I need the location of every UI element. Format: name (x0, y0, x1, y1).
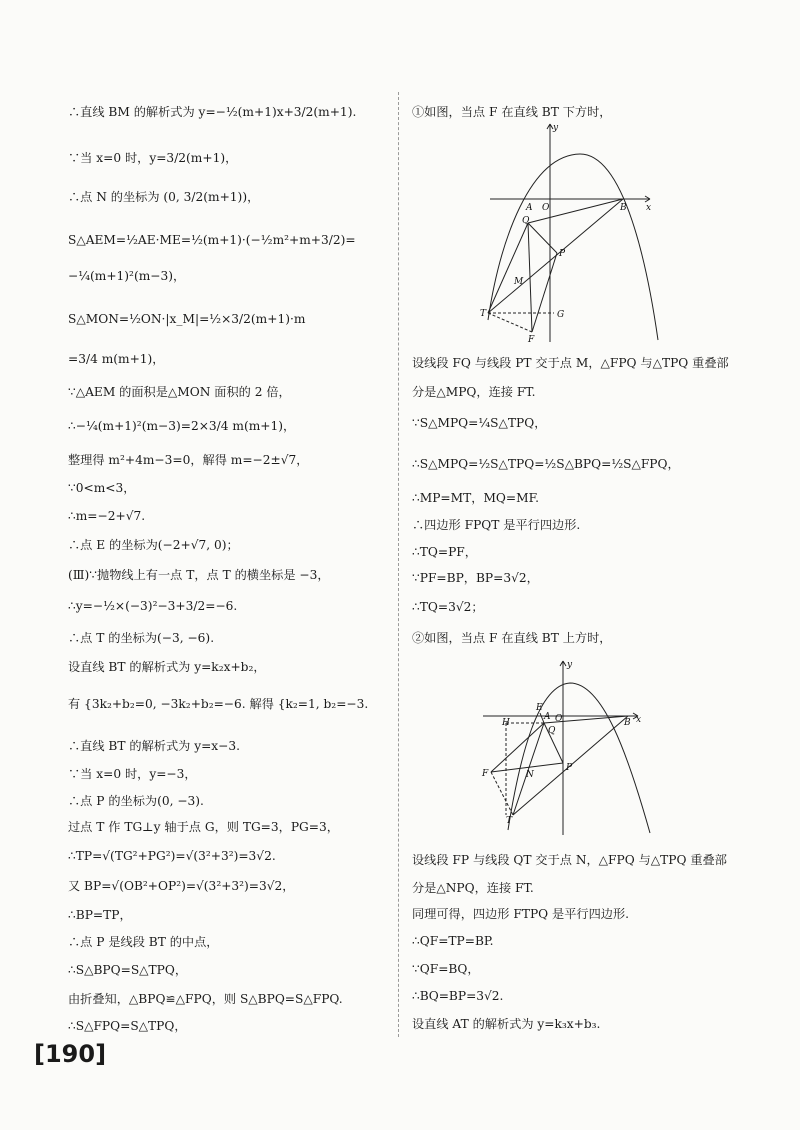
fig1-label-P: P (559, 249, 566, 259)
figure-2-parabola (478, 655, 678, 840)
right-line-1: ①如图，当点 F 在直线 BT 下方时， (412, 105, 612, 119)
fig1-label-G: G (557, 310, 565, 320)
page-number: [190] (34, 1040, 107, 1068)
fig2-label-H: H (502, 718, 510, 728)
right-line-2: 设线段 FQ 与线段 PT 交于点 M，△FPQ 与△TPQ 重叠部 (412, 356, 729, 370)
right-line-8: ∴TQ=PF， (412, 545, 477, 559)
fig2-label-y: y (567, 660, 573, 670)
left-line-22: 过点 T 作 TG⊥y 轴于点 G，则 TG=3，PG=3， (68, 820, 339, 834)
left-line-1: ∴直线 BM 的解析式为 y=−½(m+1)x+3/2(m+1). (68, 105, 357, 119)
left-line-20: ∵当 x=0 时，y=−3， (68, 767, 197, 781)
left-line-6: S△MON=½ON·|x_M|=½×3/2(m+1)·m (68, 312, 306, 326)
left-line-18: 有 {3k₂+b₂=0, −3k₂+b₂=−6. 解得 {k₂=1, b₂=−3. (68, 697, 369, 711)
left-line-7: =3/4 m(m+1)， (68, 352, 165, 366)
left-line-17: 设直线 BT 的解析式为 y=k₂x+b₂， (68, 660, 266, 674)
fig2-label-Q: Q (548, 726, 556, 736)
right-line-12: 设线段 FP 与线段 QT 交于点 N，△FPQ 与△TPQ 重叠部 (412, 853, 727, 867)
left-line-24: 又 BP=√(OB²+OP²)=√(3²+3²)=3√2， (68, 879, 295, 893)
right-line-11: ②如图，当点 F 在直线 BT 上方时， (412, 631, 612, 645)
fig1-label-A: A (526, 203, 533, 213)
fig1-label-T: T (480, 309, 487, 319)
fig2-label-F: F (482, 769, 489, 779)
right-line-5: ∴S△MPQ=½S△TPQ=½S△BPQ=½S△FPQ， (412, 457, 680, 471)
left-line-29: ∴S△FPQ=S△TPQ， (68, 1019, 187, 1033)
left-line-19: ∴直线 BT 的解析式为 y=x−3. (68, 739, 241, 753)
right-line-18: 设直线 AT 的解析式为 y=k₃x+b₃. (412, 1017, 601, 1031)
fig1-label-F: F (528, 335, 535, 345)
fig1-label-M: M (514, 277, 524, 287)
fig2-label-A: A (544, 712, 551, 722)
left-line-8: ∵△AEM 的面积是△MON 面积的 2 倍， (68, 385, 291, 399)
fig1-label-x: x (646, 203, 652, 213)
left-line-25: ∴BP=TP， (68, 908, 132, 922)
fig2-label-P: P (566, 763, 573, 773)
left-line-28: 由折叠知，△BPQ≌△FPQ，则 S△BPQ=S△FPQ. (68, 992, 343, 1006)
left-line-2: ∵当 x=0 时，y=3/2(m+1)， (68, 151, 238, 165)
left-line-3: ∴点 N 的坐标为 (0, 3/2(m+1))， (68, 190, 260, 204)
fig1-label-B: B (620, 203, 627, 213)
left-line-5: −¼(m+1)²(m−3)， (68, 269, 186, 283)
left-line-27: ∴S△BPQ=S△TPQ， (68, 963, 188, 977)
fig2-label-O: O (555, 714, 563, 724)
left-line-16: ∴点 T 的坐标为(−3, −6). (68, 631, 215, 645)
fig2-label-x: x (636, 715, 642, 725)
fig2-label-E: E (536, 703, 543, 713)
left-line-21: ∴点 P 的坐标为(0, −3). (68, 794, 204, 808)
left-line-9: ∴−¼(m+1)²(m−3)=2×3/4 m(m+1)， (68, 419, 296, 433)
left-line-15: ∴y=−½×(−3)²−3+3/2=−6. (68, 599, 238, 613)
right-line-16: ∵QF=BQ， (412, 962, 480, 976)
left-line-4: S△AEM=½AE·ME=½(m+1)·(−½m²+m+3/2)= (68, 233, 356, 247)
fig1-label-O: O (542, 203, 550, 213)
right-line-3: 分是△MPQ，连接 FT. (412, 385, 536, 399)
right-line-6: ∴MP=MT，MQ=MF. (412, 491, 540, 505)
left-line-14: (Ⅲ)∵抛物线上有一点 T，点 T 的横坐标是 −3， (68, 568, 330, 582)
fig2-label-T: T (506, 816, 513, 826)
fig2-label-B: B (624, 718, 631, 728)
right-line-7: ∴四边形 FPQT 是平行四边形. (412, 518, 581, 532)
right-line-10: ∴TQ=3√2； (412, 600, 484, 614)
left-line-13: ∴点 E 的坐标为(−2+√7, 0)； (68, 538, 239, 552)
right-line-13: 分是△NPQ，连接 FT. (412, 881, 534, 895)
right-line-17: ∴BQ=BP=3√2. (412, 989, 504, 1003)
left-line-26: ∴点 P 是线段 BT 的中点， (68, 935, 219, 949)
fig2-label-N: N (526, 770, 534, 780)
figure-1-parabola (470, 120, 670, 350)
column-divider (398, 92, 399, 1037)
fig1-label-Q: Q (522, 216, 530, 226)
fig1-label-y: y (553, 123, 559, 133)
left-line-23: ∴TP=√(TG²+PG²)=√(3²+3²)=3√2. (68, 849, 276, 863)
left-line-12: ∴m=−2+√7. (68, 509, 146, 523)
left-line-10: 整理得 m²+4m−3=0，解得 m=−2±√7， (68, 453, 309, 467)
right-line-9: ∵PF=BP，BP=3√2， (412, 571, 539, 585)
right-line-14: 同理可得，四边形 FTPQ 是平行四边形. (412, 907, 630, 921)
left-line-11: ∵0<m<3， (68, 481, 136, 495)
right-line-4: ∵S△MPQ=¼S△TPQ， (412, 416, 547, 430)
right-line-15: ∴QF=TP=BP. (412, 934, 494, 948)
